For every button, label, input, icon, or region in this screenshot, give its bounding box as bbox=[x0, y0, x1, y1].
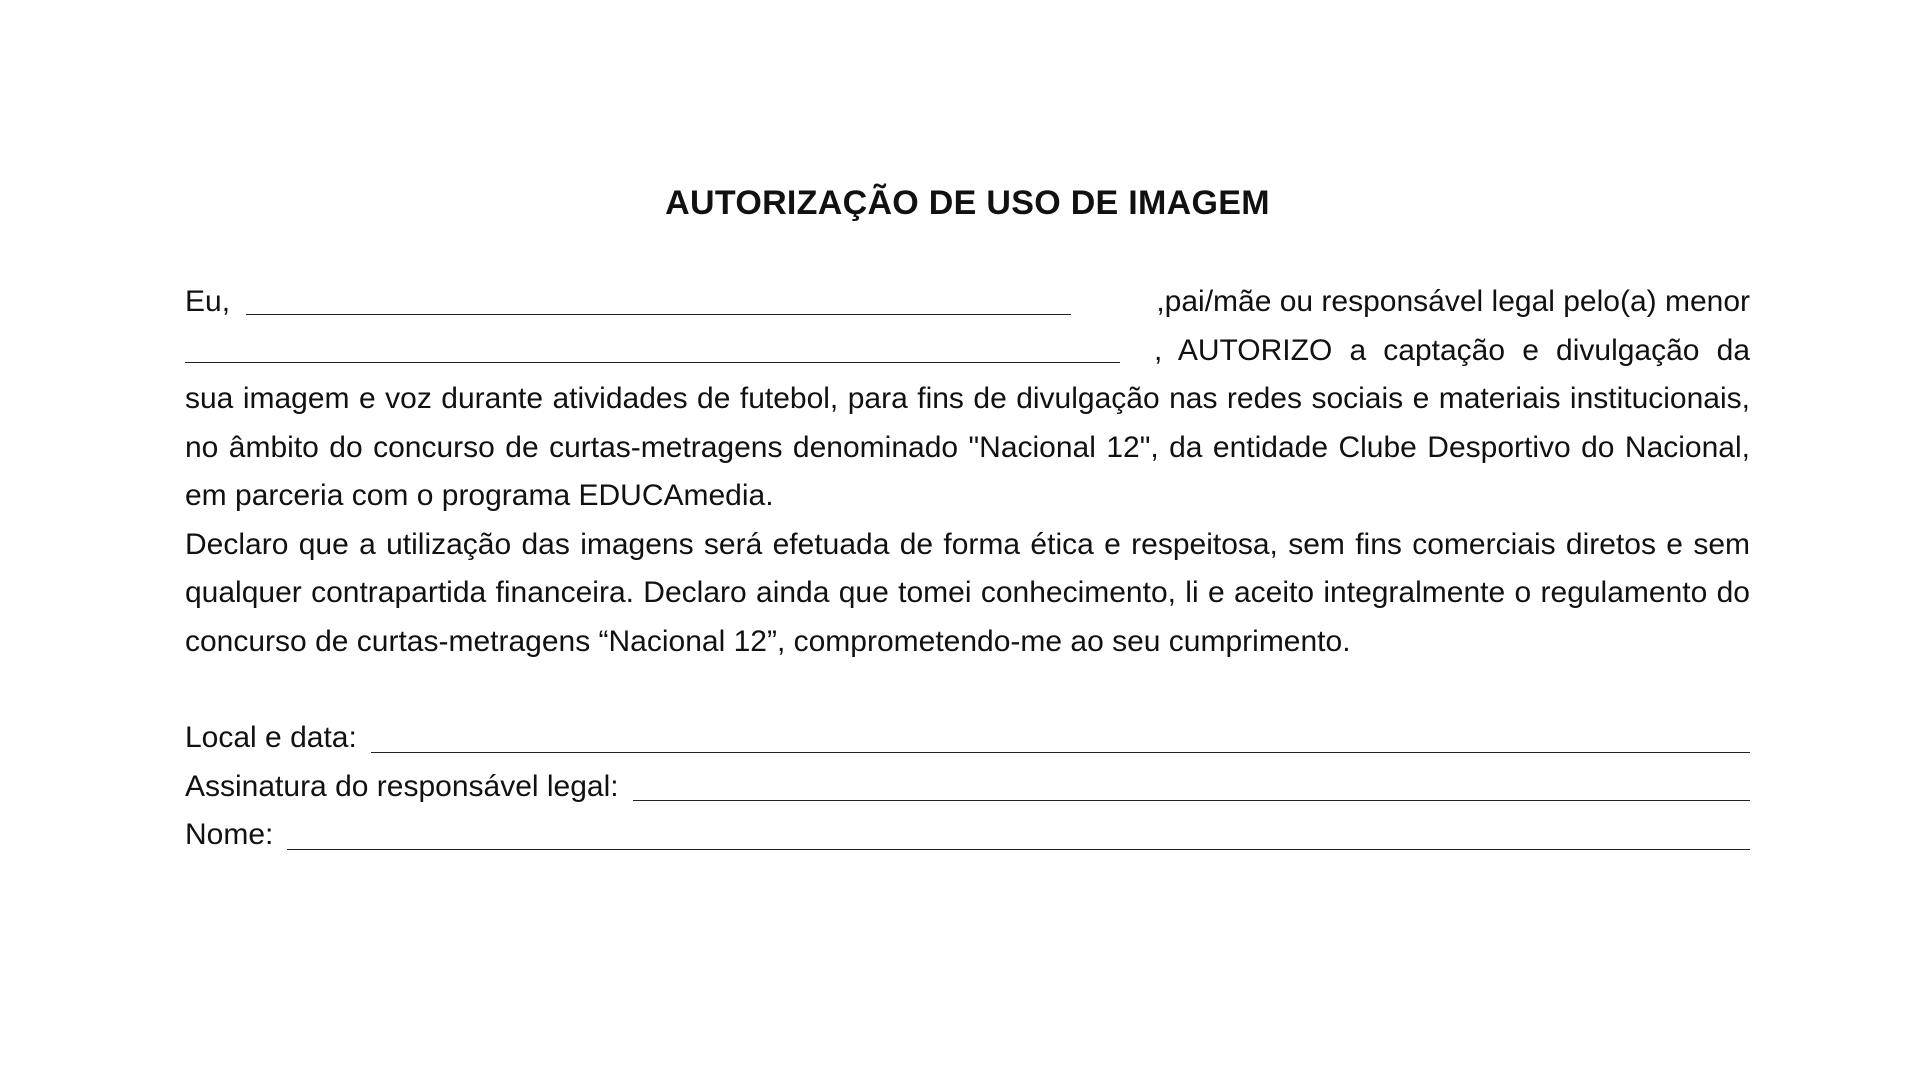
minor-name-blank[interactable] bbox=[185, 362, 1120, 363]
name-label: Nome: bbox=[185, 818, 274, 851]
place-date-label: Local e data: bbox=[185, 721, 357, 754]
guardian-signature-row bbox=[185, 763, 1750, 812]
declaration-paragraph: Declaro que a utilização das imagens será efetuada de forma ética e respeitosa, sem fins comerciais diretos e sem qualquer contrapartida financeira. Declaro ainda que tomei conhecimento, li e aceito integralmente o regulamento do concurso de curtas-metragens “Nacional 12”, comprometendo-me ao seu cumprimento. bbox=[185, 527, 1750, 658]
guardian-signature-blank[interactable] bbox=[633, 800, 1750, 801]
name-blank[interactable] bbox=[287, 849, 1750, 850]
guardian-suffix: ,pai/mãe ou responsável legal pelo(a) menor bbox=[1156, 285, 1750, 318]
place-date-row bbox=[185, 714, 1750, 763]
guardian-prefix: Eu, bbox=[185, 285, 231, 318]
guardian-name-line bbox=[185, 278, 1750, 327]
guardian-signature-label: Assinatura do responsável legal: bbox=[185, 769, 619, 803]
guardian-name-blank[interactable] bbox=[246, 314, 1071, 315]
name-row bbox=[185, 811, 1750, 860]
place-date-blank[interactable] bbox=[371, 752, 1750, 753]
authorization-paragraph: sua imagem e voz durante atividades de futebol, para fins de divulgação nas redes sociais e materiais institucionais, no âmbito do concurso de curtas-metragens denominado "Nacional 12", da entidade Clube Desportivo do Nacional, em parceria com o programa EDUCAmedia. bbox=[185, 382, 1750, 512]
minor-name-line bbox=[185, 327, 1750, 376]
minor-suffix: , AUTORIZO a captação e divulgação da bbox=[1154, 333, 1750, 367]
document-title: AUTORIZAÇÃO DE USO DE IMAGEM bbox=[665, 184, 1270, 222]
authorization-document bbox=[185, 180, 1750, 860]
signature-block bbox=[185, 714, 1750, 860]
